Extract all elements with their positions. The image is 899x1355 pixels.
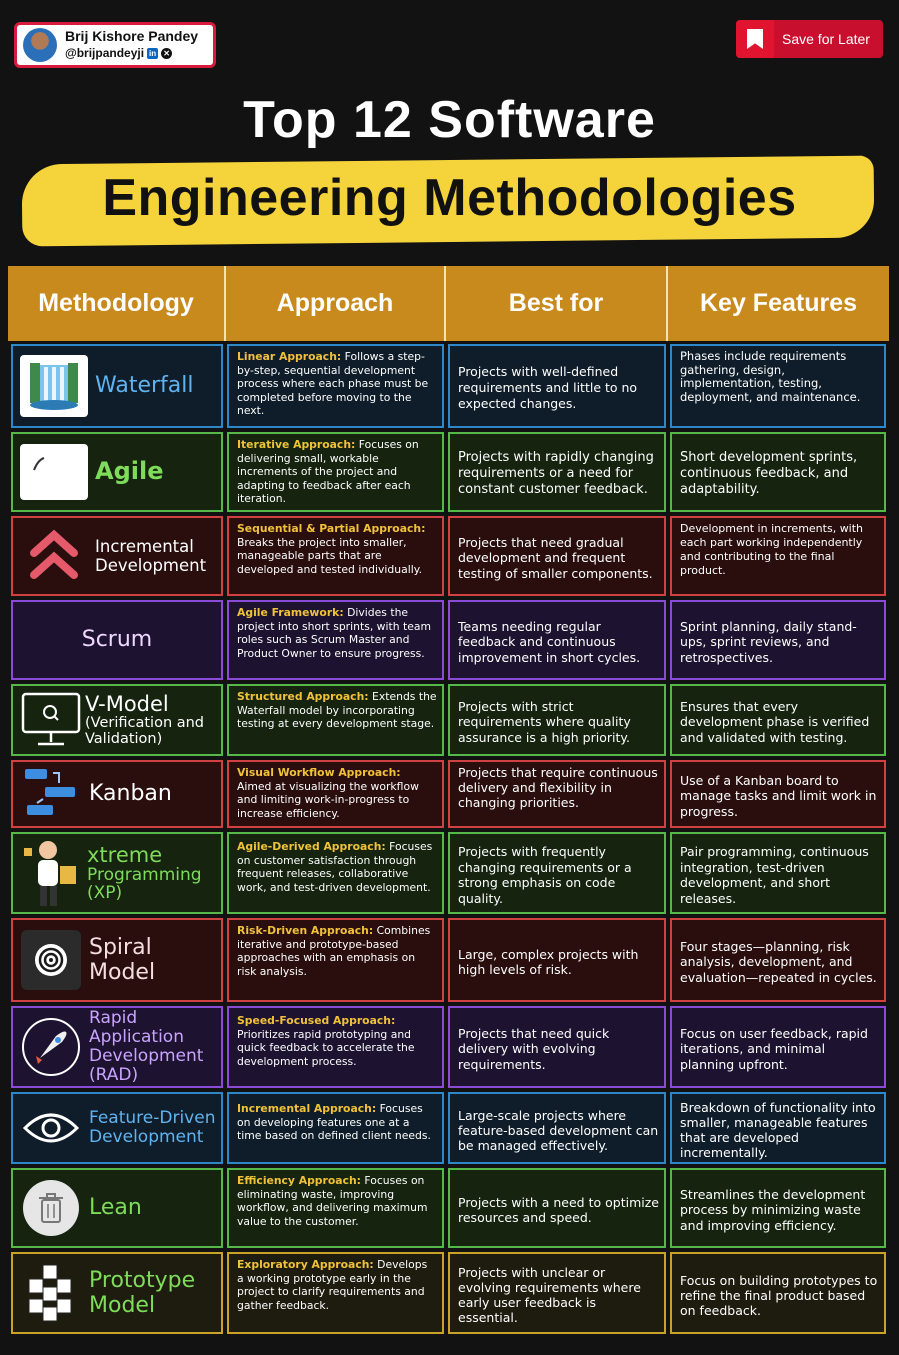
approach-title: Risk-Driven Approach: bbox=[237, 924, 374, 937]
methodology-name: Spiral Model bbox=[89, 935, 156, 985]
approach-cell bbox=[227, 760, 444, 828]
save-for-later-label: Save for Later bbox=[782, 31, 870, 47]
agile-icon bbox=[19, 442, 89, 502]
page-title-line2: Engineering Methodologies bbox=[102, 169, 797, 227]
approach-text: Divides the project into short sprints, with team roles such as Scrum Master and Product Owner to ensure progress. bbox=[237, 606, 432, 660]
approach-cell bbox=[227, 832, 444, 914]
methodology-name: V-Model bbox=[85, 691, 169, 716]
approach-cell bbox=[227, 600, 444, 680]
approach-title: Incremental Approach: bbox=[237, 1102, 377, 1115]
approach-cell bbox=[227, 1092, 444, 1164]
methodology-cell bbox=[11, 1168, 223, 1248]
table-row bbox=[11, 516, 886, 596]
methodology-cell bbox=[11, 684, 223, 756]
xp-person-icon bbox=[19, 843, 83, 903]
approach-title: Agile Framework: bbox=[237, 606, 344, 619]
page-title-line1: Top 12 Software bbox=[243, 91, 656, 149]
methodology-cell bbox=[11, 516, 223, 596]
approach-title: Linear Approach: bbox=[237, 350, 342, 363]
best-for-cell bbox=[448, 516, 666, 596]
save-for-later-button[interactable] bbox=[736, 20, 883, 58]
best-for-cell bbox=[448, 344, 666, 428]
best-for-cell bbox=[448, 432, 666, 512]
table-row bbox=[11, 918, 886, 1002]
approach-title: Iterative Approach: bbox=[237, 438, 356, 451]
methodology-cell bbox=[11, 600, 223, 680]
features-cell bbox=[670, 1252, 886, 1334]
approach-cell bbox=[227, 516, 444, 596]
approach-text: Breaks the project into smaller, manageable parts that are developed and tested individually. bbox=[237, 535, 423, 576]
author-handle: @brijpandeyji bbox=[65, 46, 145, 60]
features-text: Development in increments, with each part working independently and contributing to the final product. bbox=[680, 522, 864, 577]
best-for-text: Projects with frequently changing requirements or a strong emphasis on code quality. bbox=[458, 844, 632, 906]
best-for-text: Projects that require continuous delivery and flexibility in changing priorities. bbox=[458, 765, 658, 810]
approach-text: Focuses on delivering small, workable increments of the project and adapting to feedback after each iteration. bbox=[237, 438, 419, 506]
methodology-name: Kanban bbox=[89, 781, 172, 807]
features-text: Use of a Kanban board to manage tasks and limit work in progress. bbox=[680, 772, 877, 819]
author-badge[interactable] bbox=[14, 22, 216, 68]
methodology-cell bbox=[11, 918, 223, 1002]
approach-text: Focuses on customer satisfaction through frequent releases, collaborative work, and test-driven development. bbox=[237, 840, 433, 894]
features-cell bbox=[670, 516, 886, 596]
trash-icon bbox=[19, 1178, 83, 1238]
double-chevron-up-icon bbox=[19, 526, 89, 586]
best-for-cell bbox=[448, 1092, 666, 1164]
methodology-name: Feature-Driven Development bbox=[89, 1108, 216, 1147]
methodology-name: Waterfall bbox=[95, 373, 194, 399]
approach-text: Aimed at visualizing the workflow and limiting work-in-progress to increase efficiency. bbox=[237, 779, 419, 820]
bookmark-icon bbox=[736, 20, 774, 58]
approach-text: Focuses on eliminating waste, improving workflow, and delivering maximum value to the customer. bbox=[237, 1174, 428, 1228]
approach-text: Follows a step-by-step, sequential development process where each phase must be completed before moving to the next. bbox=[237, 350, 429, 418]
table-row bbox=[11, 760, 886, 828]
table-row bbox=[11, 832, 886, 914]
methodology-cell bbox=[11, 432, 223, 512]
header-methodology: Methodology bbox=[8, 266, 226, 341]
methodology-cell bbox=[11, 1252, 223, 1334]
header-best-for: Best for bbox=[446, 266, 668, 341]
methodology-cell bbox=[11, 1092, 223, 1164]
methodology-name: Prototype Model bbox=[89, 1268, 196, 1318]
cubes-icon bbox=[19, 1263, 83, 1323]
rocket-icon bbox=[19, 1017, 83, 1077]
best-for-text: Large, complex projects with high levels of risk. bbox=[458, 946, 639, 977]
header-key-features: Key Features bbox=[699, 289, 858, 317]
approach-title: Agile-Derived Approach: bbox=[237, 840, 386, 853]
features-cell bbox=[670, 832, 886, 914]
features-text: Phases include requirements gathering, design, implementation, testing, deployment, and maintenance. bbox=[680, 349, 861, 404]
spiral-icon bbox=[19, 930, 83, 990]
features-cell bbox=[670, 432, 886, 512]
methodology-cell bbox=[11, 832, 223, 914]
features-cell bbox=[670, 918, 886, 1002]
table-row bbox=[11, 684, 886, 756]
best-for-cell bbox=[448, 760, 666, 828]
features-cell bbox=[670, 760, 886, 828]
features-text: Ensures that every development phase is verified and validated with testing. bbox=[680, 698, 870, 745]
best-for-cell bbox=[448, 1006, 666, 1088]
table-header bbox=[8, 266, 889, 341]
avatar bbox=[23, 28, 57, 62]
methodology-name: Incremental Development bbox=[95, 537, 207, 575]
approach-cell bbox=[227, 1006, 444, 1088]
features-cell bbox=[670, 684, 886, 756]
features-text: Sprint planning, daily stand-ups, sprint reviews, and retrospectives. bbox=[680, 618, 857, 665]
features-text: Short development sprints, continuous feedback, and adaptability. bbox=[680, 450, 858, 497]
features-cell bbox=[670, 1168, 886, 1248]
methodology-subname: Programming (XP) bbox=[87, 865, 202, 904]
approach-text: Develops a working prototype early in the project to clarify requirements and gather feedback. bbox=[237, 1258, 428, 1312]
features-cell bbox=[670, 1092, 886, 1164]
methodology-cell bbox=[11, 760, 223, 828]
table-row bbox=[11, 600, 886, 680]
approach-title: Speed-Focused Approach: bbox=[237, 1014, 396, 1027]
methodology-cell bbox=[11, 1006, 223, 1088]
features-text: Focus on user feedback, rapid iterations, and minimal planning upfront. bbox=[680, 1025, 868, 1072]
approach-cell bbox=[227, 432, 444, 512]
methodology-name: xtreme bbox=[87, 842, 163, 867]
approach-text: Focuses on developing features one at a time based on defined client needs. bbox=[237, 1102, 431, 1143]
approach-title: Efficiency Approach: bbox=[237, 1174, 361, 1187]
methodology-subname: (Verification and Validation) bbox=[85, 715, 205, 748]
table-row bbox=[11, 1252, 886, 1334]
table-row bbox=[11, 1006, 886, 1088]
table-row bbox=[11, 432, 886, 512]
author-name: Brij Kishore Pandey bbox=[65, 28, 199, 44]
best-for-text: Projects with a need to optimize resources and speed. bbox=[458, 1194, 659, 1225]
approach-text: Combines iterative and prototype-based approaches with an emphasis on risk analysis. bbox=[237, 924, 431, 978]
best-for-text: Large-scale projects where feature-based development can be managed effectively. bbox=[458, 1107, 659, 1153]
linkedin-icon[interactable]: in bbox=[149, 49, 157, 58]
approach-title: Exploratory Approach: bbox=[237, 1258, 374, 1271]
features-text: Streamlines the development process by minimizing waste and improving efficiency. bbox=[680, 1186, 866, 1233]
best-for-text: Projects with rapidly changing requirements or a need for constant customer feedback. bbox=[458, 450, 654, 497]
features-text: Breakdown of functionality into smaller, manageable features that are developed incrementally. bbox=[680, 1100, 876, 1160]
approach-title: Visual Workflow Approach: bbox=[237, 766, 401, 779]
best-for-cell bbox=[448, 918, 666, 1002]
features-cell bbox=[670, 344, 886, 428]
approach-cell bbox=[227, 1252, 444, 1334]
eye-icon bbox=[19, 1098, 83, 1158]
features-cell bbox=[670, 600, 886, 680]
best-for-cell bbox=[448, 600, 666, 680]
header-approach: Approach bbox=[226, 266, 446, 341]
best-for-text: Projects with strict requirements where quality assurance is a high priority. bbox=[458, 698, 631, 745]
best-for-cell bbox=[448, 1252, 666, 1334]
approach-cell bbox=[227, 918, 444, 1002]
best-for-text: Projects that need gradual development and frequent testing of smaller components. bbox=[458, 534, 653, 581]
table-row bbox=[11, 1168, 886, 1248]
best-for-text: Projects with well-defined requirements and little to no expected changes. bbox=[458, 364, 638, 411]
approach-text: Prioritizes rapid prototyping and quick feedback to accelerate the development process. bbox=[237, 1027, 415, 1068]
methodology-name: Scrum bbox=[81, 627, 153, 653]
approach-cell bbox=[227, 684, 444, 756]
x-icon[interactable]: ✕ bbox=[161, 48, 172, 59]
methodology-cell bbox=[11, 344, 223, 428]
approach-title: Sequential & Partial Approach: bbox=[237, 522, 426, 535]
features-text: Four stages—planning, risk analysis, development, and evaluation—repeated in cycles. bbox=[680, 938, 877, 985]
best-for-cell bbox=[448, 684, 666, 756]
approach-cell bbox=[227, 344, 444, 428]
methodology-name: Agile bbox=[95, 457, 164, 486]
methodology-name: Lean bbox=[89, 1195, 142, 1221]
approach-cell bbox=[227, 1168, 444, 1248]
best-for-text: Teams needing regular feedback and continuous improvement in short cycles. bbox=[458, 618, 641, 665]
best-for-text: Projects that need quick delivery with evolving requirements. bbox=[458, 1025, 610, 1072]
methodology-name: Rapid Application Development (RAD) bbox=[89, 1008, 204, 1085]
table-row bbox=[11, 1092, 886, 1164]
features-cell bbox=[670, 1006, 886, 1088]
features-text: Focus on building prototypes to refine the final product based on feedback. bbox=[680, 1272, 878, 1318]
waterfall-icon bbox=[19, 356, 89, 416]
best-for-text: Projects with unclear or evolving requirements where early user feedback is essential. bbox=[458, 1265, 641, 1325]
table-row bbox=[11, 344, 886, 428]
kanban-board-icon bbox=[19, 764, 83, 824]
best-for-cell bbox=[448, 1168, 666, 1248]
best-for-cell bbox=[448, 832, 666, 914]
approach-text: Extends the Waterfall model by incorporating testing at every development stage. bbox=[237, 690, 437, 731]
monitor-search-icon bbox=[19, 690, 83, 750]
approach-title: Structured Approach: bbox=[237, 690, 369, 703]
features-text: Pair programming, continuous integration, test-driven development, and short releases. bbox=[680, 844, 869, 906]
